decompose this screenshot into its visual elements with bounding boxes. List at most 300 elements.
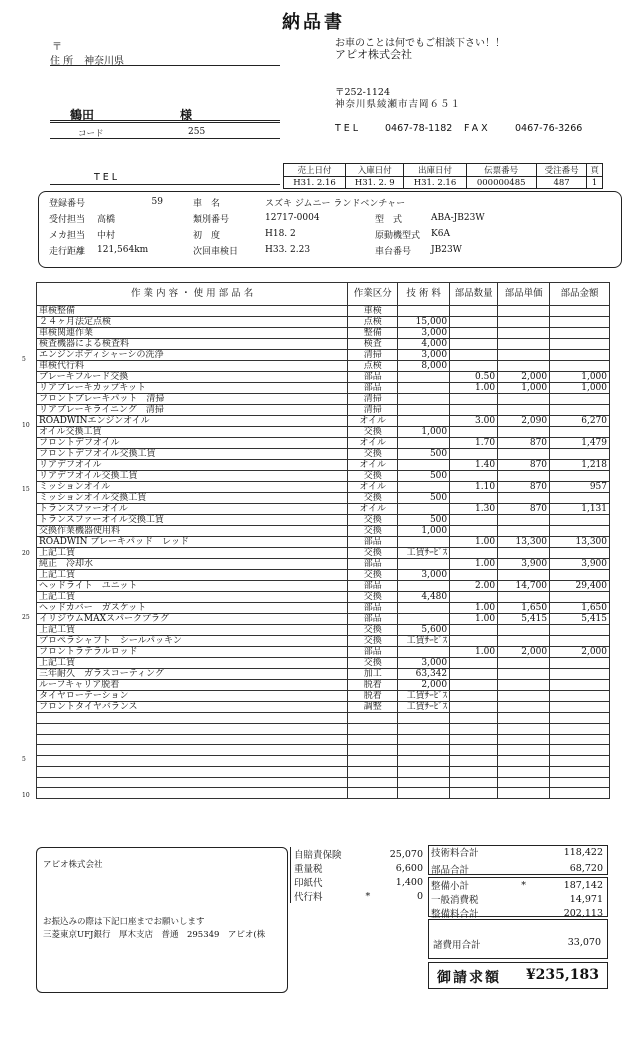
table-row	[37, 427, 610, 438]
work-item: ２４ヶ月法定点検	[37, 317, 348, 328]
parts-unit-price	[498, 328, 550, 339]
parts-unit-price: 870	[498, 504, 550, 515]
parts-qty: 1.00	[450, 614, 498, 625]
parts-qty	[450, 317, 498, 328]
customer-name-line	[50, 106, 280, 123]
table-row	[37, 680, 610, 691]
parts-qty	[450, 570, 498, 581]
parts-qty	[450, 526, 498, 537]
column-header-work: 作 業 内 容 ・ 使 用 部 品 名	[37, 283, 348, 306]
parts-qty: 1.30	[450, 504, 498, 515]
parts-amount: 1,131	[550, 504, 610, 515]
shop-tel-label: TEL	[335, 123, 362, 134]
work-item: エンジンボディシャーシの洗浄	[37, 350, 348, 361]
column-header-unit-price: 部品単価	[498, 283, 550, 306]
table-row	[37, 614, 610, 625]
parts-qty	[450, 766, 498, 777]
sum-label: 部品合計	[431, 864, 470, 876]
table-row	[37, 766, 610, 777]
parts-qty	[450, 471, 498, 482]
parts-unit-price: 13,300	[498, 537, 550, 548]
work-item: ROADWIN ブレーキパッド レッド	[37, 537, 348, 548]
work-item: トランスファーオイル交換工賃	[37, 515, 348, 526]
work-item	[37, 788, 348, 799]
parts-unit-price: 870	[498, 438, 550, 449]
parts-unit-price	[498, 394, 550, 405]
work-item: タイヤローテーション	[37, 691, 348, 702]
parts-qty	[450, 713, 498, 724]
margin-number: 25	[22, 614, 30, 621]
parts-unit-price	[498, 625, 550, 636]
parts-unit-price: 3,900	[498, 559, 550, 570]
parts-unit-price: 1,650	[498, 603, 550, 614]
consumption-tax: 14,971	[569, 893, 603, 905]
parts-unit-price: 2,000	[498, 647, 550, 658]
table-row	[37, 372, 610, 383]
parts-amount	[550, 570, 610, 581]
work-category: 交換	[348, 625, 398, 636]
work-item: リアデフオイル	[37, 460, 348, 471]
parts-unit-price	[498, 350, 550, 361]
parts-unit-price	[498, 548, 550, 559]
work-item: 車検代行料	[37, 361, 348, 372]
labor-fee	[398, 766, 450, 777]
margin-number: 10	[22, 792, 30, 799]
table-row	[37, 482, 610, 493]
parts-qty	[450, 306, 498, 317]
shop-address: 神奈川県綾瀬市吉岡６５１	[335, 99, 462, 110]
table-row	[37, 339, 610, 350]
work-category: 交換	[348, 658, 398, 669]
table-row	[37, 504, 610, 515]
parts-unit-price	[498, 306, 550, 317]
labor-fee: 15,000	[398, 317, 450, 328]
fee-value: 6,600	[395, 862, 423, 874]
parts-unit-price	[498, 734, 550, 745]
parts-amount	[550, 394, 610, 405]
work-item: 上記工賃	[37, 548, 348, 559]
work-item: リアブレーキライニング 清掃	[37, 405, 348, 416]
parts-qty	[450, 691, 498, 702]
labor-fee: 2,000	[398, 680, 450, 691]
code-line	[50, 127, 280, 139]
document-title: 納品書	[282, 12, 345, 33]
work-category	[348, 745, 398, 756]
work-item: リアブレーキカップキット	[37, 383, 348, 394]
parts-amount	[550, 669, 610, 680]
labor-fee: 4,480	[398, 592, 450, 603]
parts-amount	[550, 526, 610, 537]
parts-unit-price: 14,700	[498, 581, 550, 592]
parts-qty: 0.50	[450, 372, 498, 383]
parts-unit-price	[498, 449, 550, 460]
parts-qty	[450, 394, 498, 405]
work-item: ミッションオイル	[37, 482, 348, 493]
parts-unit-price	[498, 570, 550, 581]
parts-amount	[550, 702, 610, 713]
sum-label: 技術料合計	[431, 848, 479, 859]
table-row	[37, 756, 610, 767]
fee-value: 0	[416, 890, 423, 902]
parts-amount	[550, 427, 610, 438]
parts-amount: 1,479	[550, 438, 610, 449]
table-row	[37, 713, 610, 724]
margin-number: 20	[22, 550, 30, 557]
work-item: フロントデフオイル	[37, 438, 348, 449]
fee-value: 1,400	[395, 876, 423, 888]
work-item: ROADWINエンジンオイル	[37, 416, 348, 427]
labor-fee	[398, 756, 450, 767]
labor-fee: 500	[398, 449, 450, 460]
work-category	[348, 777, 398, 788]
table-row	[37, 493, 610, 504]
work-item: イリジウムMAXスパークプラグ	[37, 614, 348, 625]
table-row	[37, 603, 610, 614]
work-category: 加工	[348, 669, 398, 680]
work-category: オイル	[348, 460, 398, 471]
work-item	[37, 734, 348, 745]
table-row	[37, 515, 610, 526]
margin-number: 5	[22, 756, 26, 763]
header-label: 売上日付	[284, 164, 346, 177]
labor-fee: 4,000	[398, 339, 450, 350]
parts-unit-price	[498, 723, 550, 734]
labor-fee	[398, 460, 450, 471]
sum-label: 一般消費税	[431, 895, 479, 906]
work-category: 検査	[348, 339, 398, 350]
table-row	[37, 526, 610, 537]
column-header-labor: 技 術 料	[398, 283, 450, 306]
work-category: 車検	[348, 306, 398, 317]
parts-unit-price	[498, 493, 550, 504]
parts-qty	[450, 723, 498, 734]
customer-address: 神奈川県	[84, 56, 125, 67]
parts-unit-price	[498, 766, 550, 777]
sales-date: H31. 2.16	[284, 177, 346, 189]
parts-amount	[550, 777, 610, 788]
labor-fee: 3,000	[398, 570, 450, 581]
parts-qty	[450, 427, 498, 438]
work-category: 清掃	[348, 350, 398, 361]
parts-amount: 13,300	[550, 537, 610, 548]
labor-fee: 工賃ｻｰﾋﾞｽ	[398, 636, 450, 647]
table-row	[37, 658, 610, 669]
parts-qty	[450, 777, 498, 788]
parts-qty	[450, 548, 498, 559]
parts-unit-price	[498, 471, 550, 482]
table-row	[37, 723, 610, 734]
work-category: オイル	[348, 416, 398, 427]
work-category: 部品	[348, 647, 398, 658]
customer-honorific: 様	[180, 108, 193, 122]
work-category: 整備	[348, 328, 398, 339]
work-item: 車検整備	[37, 306, 348, 317]
table-row	[37, 669, 610, 680]
labor-fee: 500	[398, 493, 450, 504]
shop-tagline: お車のことは何でもご相談下さい！！	[335, 38, 505, 49]
work-item: ブレーキフルード交換	[37, 372, 348, 383]
labor-fee: 1,000	[398, 526, 450, 537]
parts-unit-price	[498, 658, 550, 669]
car-name: スズキ ジムニー ランドベンチャー	[265, 198, 406, 209]
header-label: 伝票番号	[466, 164, 536, 177]
work-category: 部品	[348, 603, 398, 614]
work-item: 上記工賃	[37, 658, 348, 669]
labor-fee: 工賃ｻｰﾋﾞｽ	[398, 691, 450, 702]
vehicle-label: 走行距離	[49, 246, 86, 257]
bank-account: 三菱東京UFJ銀行 厚木支店 普通 295349 アピオ(株	[43, 930, 266, 940]
parts-amount	[550, 361, 610, 372]
parts-amount	[550, 636, 610, 647]
misc-box	[428, 919, 608, 959]
parts-amount	[550, 592, 610, 603]
parts-amount	[550, 723, 610, 734]
parts-amount: 2,000	[550, 647, 610, 658]
work-item: ルーフキャリア脱着	[37, 680, 348, 691]
work-category: 部品	[348, 537, 398, 548]
work-item: トランスファーオイル	[37, 504, 348, 515]
header-label: 頁	[587, 164, 603, 177]
labor-fee: 3,000	[398, 328, 450, 339]
work-category: 清掃	[348, 405, 398, 416]
parts-total: 68,720	[569, 863, 603, 874]
vehicle-label: 型 式	[375, 214, 403, 225]
table-row	[37, 581, 610, 592]
work-category: 交換	[348, 515, 398, 526]
customer-tel-label: TEL	[94, 172, 121, 183]
work-category	[348, 713, 398, 724]
parts-amount: 3,900	[550, 559, 610, 570]
labor-fee	[398, 438, 450, 449]
parts-amount: 5,415	[550, 614, 610, 625]
work-item: フロントデフオイル交換工賃	[37, 449, 348, 460]
customer-name: 鶴田	[70, 108, 95, 122]
parts-unit-price	[498, 745, 550, 756]
parts-amount: 1,000	[550, 372, 610, 383]
maintenance-total: 202,113	[563, 907, 603, 919]
labor-fee: 3,000	[398, 350, 450, 361]
labor-fee	[398, 777, 450, 788]
parts-amount	[550, 788, 610, 799]
labor-fee	[398, 306, 450, 317]
parts-unit-price	[498, 405, 550, 416]
labor-fee: 3,000	[398, 658, 450, 669]
work-category: 部品	[348, 614, 398, 625]
parts-unit-price	[498, 680, 550, 691]
parts-qty	[450, 636, 498, 647]
table-row	[37, 559, 610, 570]
header-label: 受注番号	[536, 164, 586, 177]
parts-unit-price	[498, 713, 550, 724]
work-item	[37, 756, 348, 767]
vehicle-label: 登録番号	[49, 198, 86, 209]
labor-fee	[398, 788, 450, 799]
work-item: リアデフオイル交換工賃	[37, 471, 348, 482]
work-category	[348, 788, 398, 799]
table-row	[37, 548, 610, 559]
fees-table	[290, 847, 426, 903]
header-label: 出庫日付	[404, 164, 466, 177]
work-item: フロントブレーキパット 清掃	[37, 394, 348, 405]
parts-unit-price	[498, 777, 550, 788]
parts-qty: 3.00	[450, 416, 498, 427]
table-row	[37, 416, 610, 427]
parts-qty	[450, 405, 498, 416]
work-category: 交換	[348, 636, 398, 647]
work-category: 清掃	[348, 394, 398, 405]
shop-tel: 0467-78-1182	[385, 123, 453, 134]
labor-fee	[398, 647, 450, 658]
work-category: 点検	[348, 361, 398, 372]
parts-qty: 1.70	[450, 438, 498, 449]
parts-amount: 6,270	[550, 416, 610, 427]
work-category: オイル	[348, 438, 398, 449]
table-row	[37, 777, 610, 788]
parts-unit-price	[498, 317, 550, 328]
bank-note: お振込みの際は下記口座までお願いします	[43, 917, 205, 927]
parts-unit-price	[498, 427, 550, 438]
parts-unit-price	[498, 636, 550, 647]
parts-unit-price: 2,090	[498, 416, 550, 427]
vehicle-label: 車台番号	[375, 246, 412, 257]
table-row	[37, 592, 610, 603]
labor-fee	[398, 723, 450, 734]
work-item: 上記工賃	[37, 570, 348, 581]
fee-mark: *	[365, 890, 371, 902]
work-item	[37, 766, 348, 777]
parts-amount: 1,218	[550, 460, 610, 471]
shop-postal: 〒252-1124	[335, 87, 391, 98]
work-category: 点検	[348, 317, 398, 328]
work-category: 脱着	[348, 680, 398, 691]
column-header-qty: 部品数量	[450, 283, 498, 306]
table-row	[37, 471, 610, 482]
labor-fee	[398, 394, 450, 405]
labor-fee	[398, 581, 450, 592]
fee-value: 25,070	[389, 848, 423, 860]
work-category: オイル	[348, 504, 398, 515]
fee-label: 重量税	[294, 864, 323, 875]
totals-table	[428, 845, 606, 920]
table-row	[37, 394, 610, 405]
vehicle-label: 受付担当	[49, 214, 86, 225]
labor-fee	[398, 537, 450, 548]
parts-amount	[550, 306, 610, 317]
labor-fee	[398, 614, 450, 625]
sum-mark: *	[521, 879, 527, 891]
parts-qty: 1.00	[450, 383, 498, 394]
customer-tel-line	[50, 172, 280, 185]
shop-name: アピオ株式会社	[335, 48, 412, 61]
parts-amount	[550, 339, 610, 350]
work-item: オイル交換工賃	[37, 427, 348, 438]
mileage: 121,564km	[97, 245, 149, 255]
work-item	[37, 723, 348, 734]
customer-postal-mark: 〒	[52, 42, 62, 53]
parts-amount	[550, 548, 610, 559]
parts-qty	[450, 592, 498, 603]
parts-amount	[550, 493, 610, 504]
parts-unit-price	[498, 691, 550, 702]
table-row	[37, 625, 610, 636]
parts-qty	[450, 350, 498, 361]
work-category: 部品	[348, 581, 398, 592]
parts-qty	[450, 702, 498, 713]
work-category: 部品	[348, 372, 398, 383]
header-label: 入庫日付	[346, 164, 404, 177]
work-item	[37, 745, 348, 756]
parts-amount	[550, 658, 610, 669]
parts-amount	[550, 328, 610, 339]
work-item: 車検関連作業	[37, 328, 348, 339]
document-header-table	[283, 163, 603, 189]
margin-number: 15	[22, 486, 30, 493]
address-label: 住 所	[50, 56, 74, 67]
work-category: 交換	[348, 570, 398, 581]
work-category: オイル	[348, 482, 398, 493]
grand-total-value: ¥235,183	[525, 967, 599, 983]
labor-fee: 8,000	[398, 361, 450, 372]
work-category: 交換	[348, 592, 398, 603]
parts-amount: 29,400	[550, 581, 610, 592]
parts-unit-price	[498, 788, 550, 799]
work-item	[37, 713, 348, 724]
type-number: 12717-0004	[265, 213, 320, 223]
labor-fee: 63,342	[398, 669, 450, 680]
labor-fee	[398, 383, 450, 394]
fee-label: 印紙代	[294, 878, 323, 889]
parts-amount	[550, 449, 610, 460]
labor-fee: 工賃ｻｰﾋﾞｽ	[398, 702, 450, 713]
parts-unit-price	[498, 702, 550, 713]
labor-fee	[398, 734, 450, 745]
labor-fee: 500	[398, 515, 450, 526]
misc-total: 33,070	[567, 937, 601, 948]
vehicle-label: メカ担当	[49, 230, 86, 241]
parts-amount	[550, 680, 610, 691]
table-row	[37, 306, 610, 317]
parts-amount	[550, 471, 610, 482]
table-row	[37, 350, 610, 361]
labor-fee: 500	[398, 471, 450, 482]
table-row	[37, 734, 610, 745]
parts-unit-price	[498, 526, 550, 537]
table-row	[37, 361, 610, 372]
labor-fee	[398, 559, 450, 570]
parts-qty: 1.00	[450, 647, 498, 658]
work-category: 交換	[348, 427, 398, 438]
parts-unit-price: 1,000	[498, 383, 550, 394]
parts-unit-price: 2,000	[498, 372, 550, 383]
footer-company-box	[36, 847, 288, 993]
work-category	[348, 756, 398, 767]
code-label: コード	[78, 129, 104, 139]
order-number: 487	[536, 177, 586, 189]
vehicle-label: 車 名	[193, 198, 221, 209]
parts-qty	[450, 788, 498, 799]
parts-unit-price	[498, 515, 550, 526]
parts-amount	[550, 745, 610, 756]
work-category	[348, 766, 398, 777]
work-category: 交換	[348, 548, 398, 559]
parts-unit-price	[498, 361, 550, 372]
mechanic: 中村	[97, 230, 116, 241]
parts-amount	[550, 515, 610, 526]
parts-unit-price: 870	[498, 482, 550, 493]
work-item: 上記工賃	[37, 592, 348, 603]
parts-unit-price	[498, 592, 550, 603]
work-item: フロントラテラルロッド	[37, 647, 348, 658]
